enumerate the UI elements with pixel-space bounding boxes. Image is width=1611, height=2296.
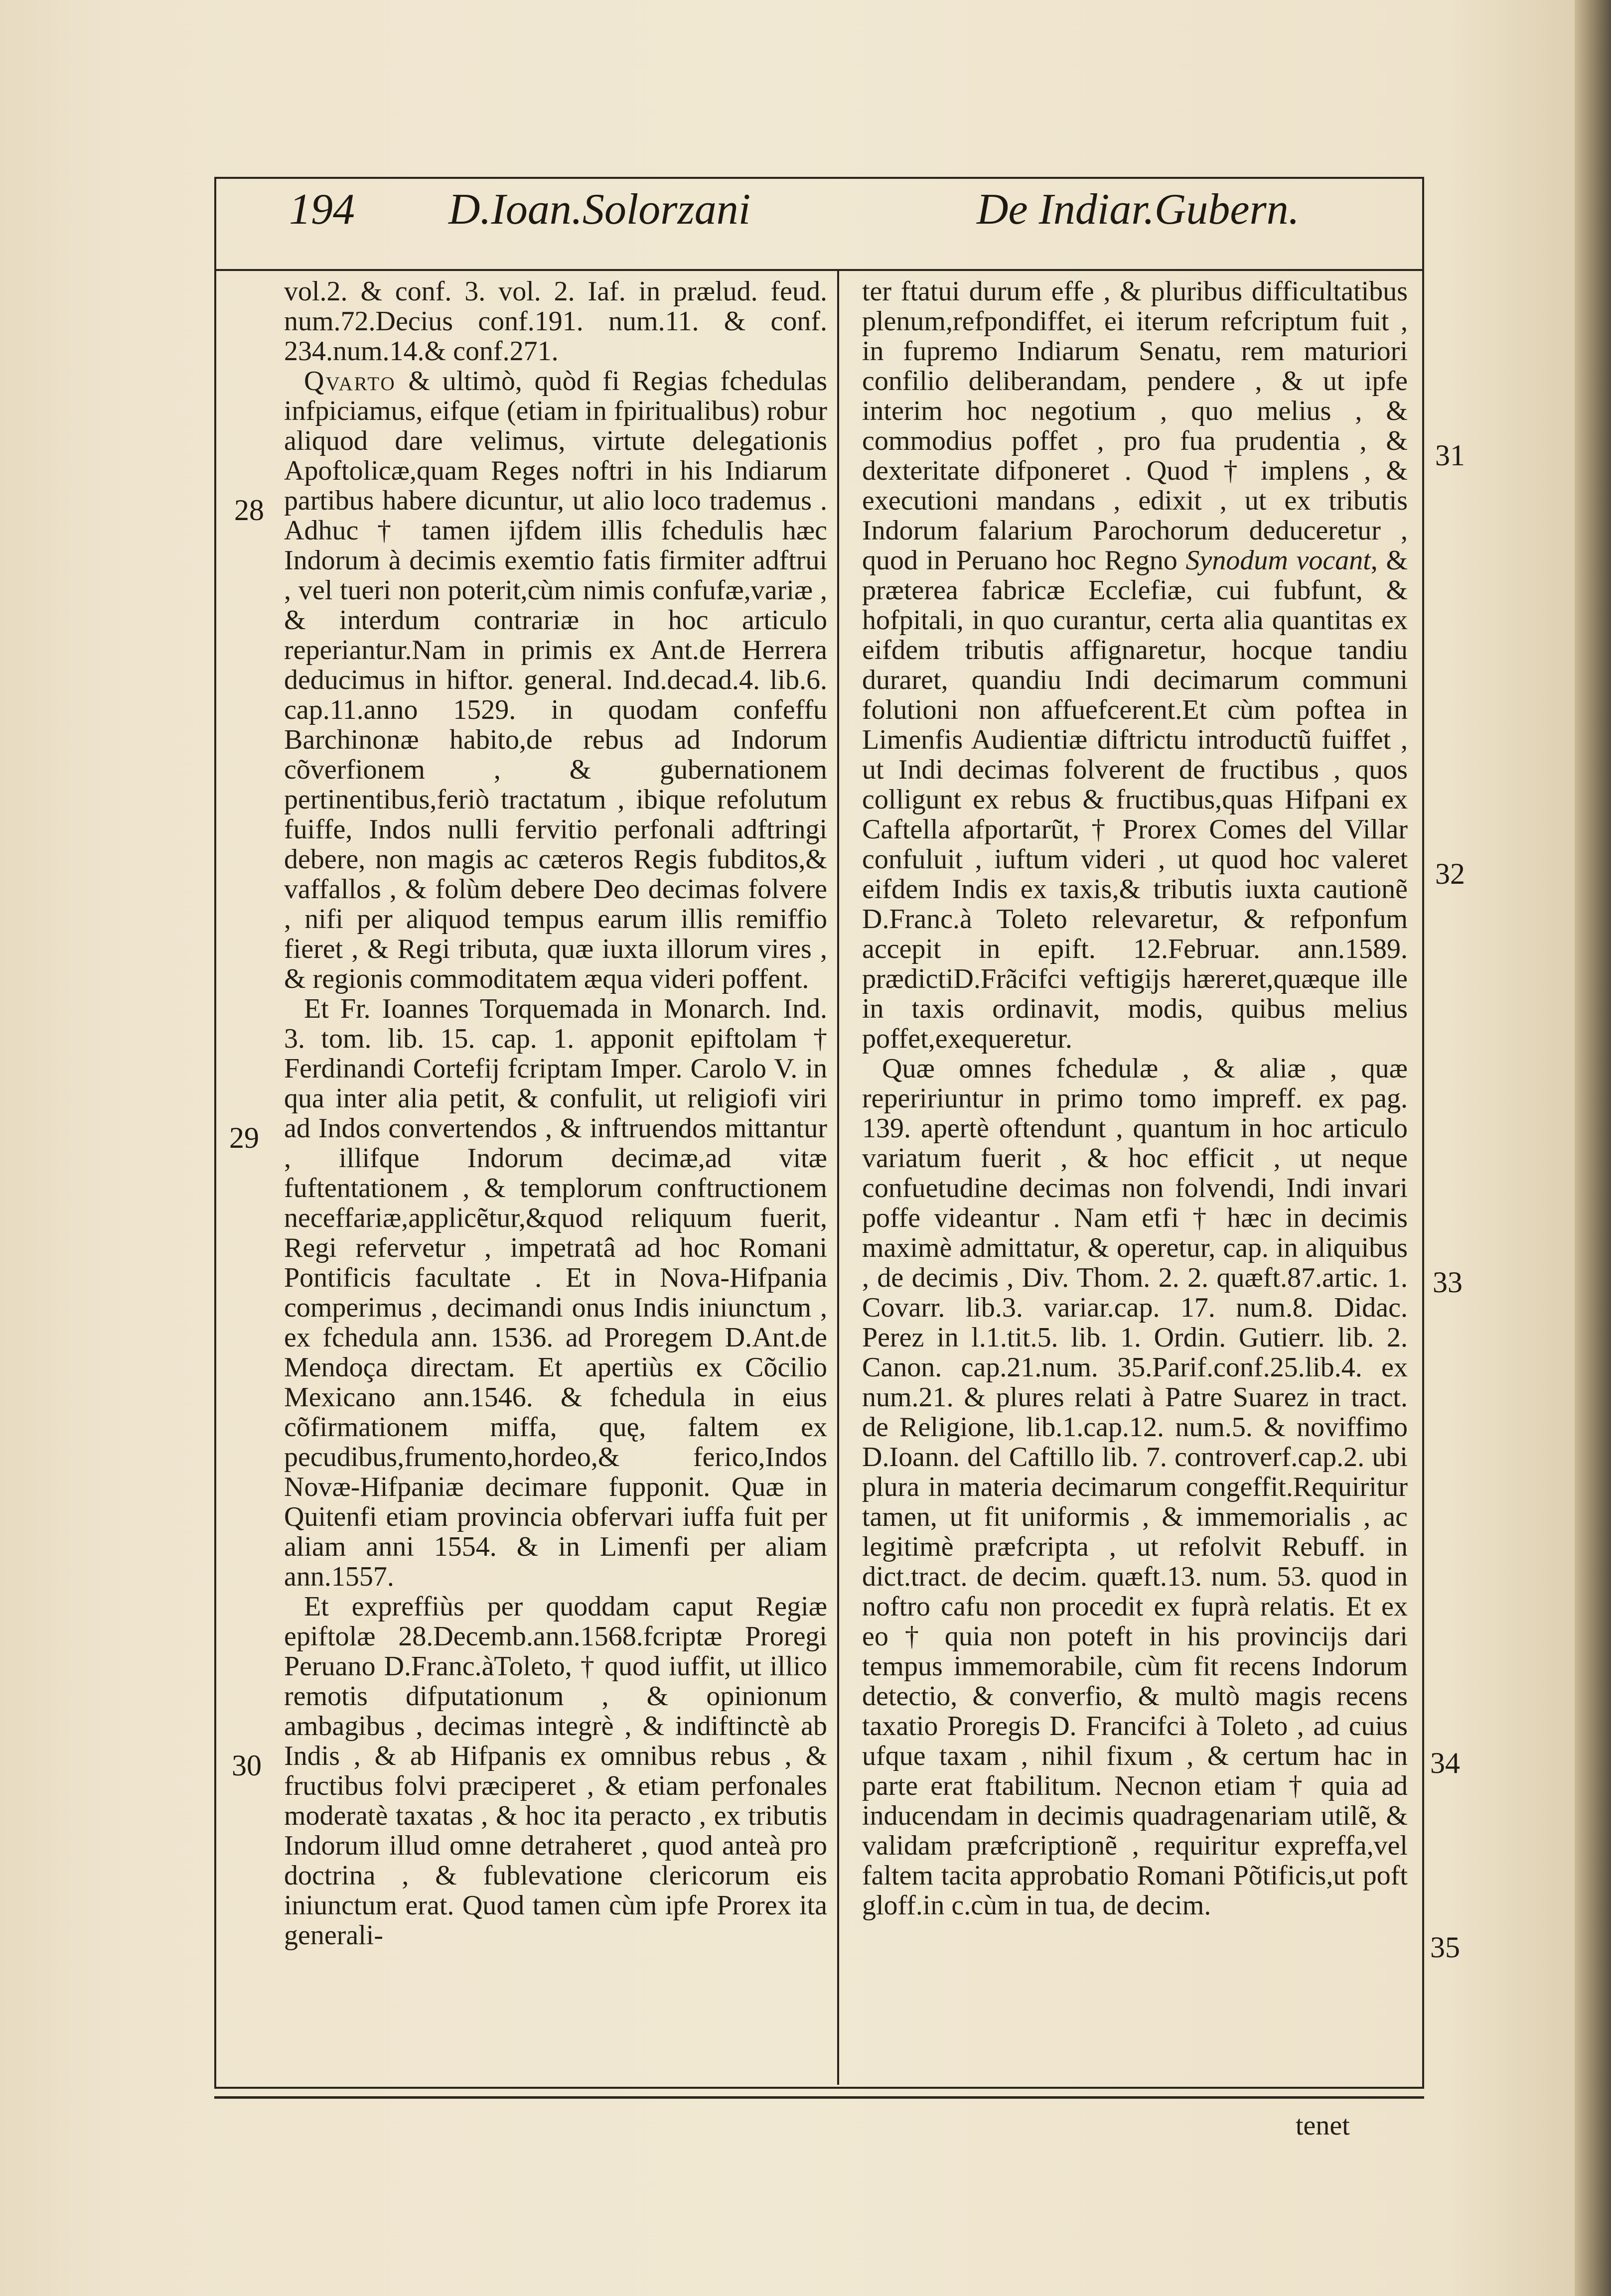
paragraph-text: & ultimò, quòd fi Regias fchedulas infpiciamus, eifque (etiam in fpiritualibus) robur aliquod dare velimus, virtute delegationis Apoftolicæ,quam Reges noftri in his Indiarum partibus habere dicuntur, ut alio loco trademus . Adhuc † tamen ijfdem illis fchedulis hæc Indorum à decimis exemtio fatis firmiter adftrui , vel tueri non poterit,cùm nimis confufæ,variæ , & interdum contrariæ in hoc articulo reperiantur.Nam in primis ex Ant.de Herrera deducimus in hiftor. general. Ind.decad.4. lib.6. cap.11.anno 1529. in quodam confeffu Barchinonæ habito,de rebus ad Indorum cõverfionem , & gubernationem pertinentibus,feriò tractatum , ibique refolutum fuiffe, Indos nulli fervitio perfonali adftringi debere, non magis ac cæteros Regis fubditos,& vaffallos , & folùm debere Deo decimas folvere , nifi per aliquod tempus earum illis remiffio fieret , & Regi tributa, quæ iuxta illorum vires , & regionis commoditatem æqua videri poffent.	[284, 366, 827, 994]
italic-phrase: Synodum vocant	[1185, 545, 1371, 576]
header-rule	[214, 269, 1424, 271]
bottom-rule	[214, 2096, 1424, 2099]
catchword: tenet	[1296, 2110, 1350, 2141]
paragraph	[284, 366, 827, 994]
paragraph-text: , & præterea fabricæ Ecclefiæ, cui fubfunt, & hofpitali, in quo curantur, certa alia quantitas ex eifdem tributis affignaretur, hocque tandiu duraret, quandiu Indi decimarum communi folutioni non affuefcerent.Et cùm poftea in Limenfis Audientiæ diftrictu introductũ fuiffet , ut Indi decimas folverent de fructibus , quos colligunt ex rebus & fructibus,quas Hifpani ex Caftella afportarũt, † Prorex Comes del Villar confuluit , iuftum videri , ut quod hoc valeret eifdem Indis ex taxis,& tributis iuxta cautionẽ D.Franc.à Toleto relevaretur, & refponfum accepit in epift. 12.Februar. ann.1589. prædictiD.Frãcifci veftigijs hæreret,quæque ille in taxis ordinavit, modis, quibus melius poffet,exequeretur.	[862, 545, 1408, 1054]
paragraph-text: ter ftatui durum effe , & pluribus difficultatibus plenum,refpondiffet, ei iterum refcriptum fuit , in fupremo Indiarum Senatu, rem maturiori confilio deliberandam, pendere , & ut ipfe interim hoc negotium , quo melius , & commodius poffet , pro fua prudentia , & dexteritate difponeret . Quod † implens , & executioni mandans , edixit , ut ex tributis Indorum falarium Parochorum deduceretur , quod in Peruano hoc Regno	[862, 276, 1408, 576]
paragraph: Quæ omnes fchedulæ , & aliæ , quæ repeririuntur in primo tomo impreff. ex pag. 139. apertè oftendunt , quantum in hoc articulo variatum fuerit , & hoc efficit , ut neque confuetudine decimas non folvendi, Indi invari poffe videantur . Nam etfi † hæc in decimis maximè admittatur, & operetur, cap. in aliquibus , de decimis , Div. Thom. 2. 2. quæft.87.artic. 1. Covarr. lib.3. variar.cap. 17. num.8. Didac. Perez in l.1.tit.5. lib. 1. Ordin. Gutierr. lib. 2. Canon. cap.21.num. 35.Parif.conf.25.lib.4. ex num.21. & plures relati à Patre Suarez in tract. de Religione, lib.1.cap.12. num.5. & noviffimo D.Ioann. del Caftillo lib. 7. controverf.cap.2. ubi plura in materia decimarum congeffit.Requiritur tamen, ut fit uniformis , & immemorialis , ac legitimè præfcripta , ut refolvit Rebuff. in dict.tract. de decim. quæft.13. num. 53. quod in noftro cafu non procedit ex fuprà relatis. Et ex eo † quia non poteft in his provincijs dari tempus immemorabile, cùm fit recens Indorum detectio, & converfio, & multò magis recens taxatio Proregis D. Francifci à Toleto , ad cuius ufque taxam , nihil fixum , & certum hac in parte erat ftabilitum. Necnon etiam † quia ad inducendam in decimis quadragenariam utilẽ, & validam præfcriptionẽ , requiritur expreffa,vel faltem tacita approbatio Romani Põtificis,ut poft gloff.in c.cùm in tua, de decim.	[862, 1053, 1408, 1921]
page-edge	[1575, 0, 1611, 2296]
column-divider	[837, 269, 839, 2085]
page-number: 194	[289, 185, 355, 234]
margin-number: 33	[1433, 1266, 1463, 1299]
margin-number: 28	[234, 494, 264, 527]
paragraph: vol.2. & conf. 3. vol. 2. Iaf. in prælud. feud. num.72.Decius conf.191. num.11. & conf. 234.num.14.& conf.271.	[284, 276, 827, 367]
left-column	[284, 276, 827, 2075]
running-head-right: De Indiar.Gubern.	[977, 185, 1300, 234]
running-head-left: D.Ioan.Solorzani	[448, 185, 751, 234]
margin-number: 30	[232, 1749, 262, 1782]
margin-number: 31	[1435, 439, 1465, 472]
right-column	[862, 276, 1408, 2075]
paragraph: Et Fr. Ioannes Torquemada in Monarch. Ind. 3. tom. lib. 15. cap. 1. apponit epiftolam † Ferdinandi Cortefij fcriptam Imper. Carolo V. in qua inter alia petit, & confulit, ut religiofi viri ad Indos convertendos , & inftruendos mittantur , illifque Indorum decimæ,ad vitæ fuftentationem , & templorum conftructionem neceffariæ,applicẽtur,&quod reliquum fuerit, Regi refervetur , impetratâ ad hoc Romani Pontificis facultate . Et in Nova-Hifpania comperimus , decimandi onus Indis iniunctum , ex fchedula ann. 1536. ad Proregem D.Ant.de Mendoça directam. Et apertiùs ex Cõcilio Mexicano ann.1546. & fchedula in eius cõfirmationem miffa, quę, faltem ex pecudibus,frumento,hordeo,& ferico,Indos Novæ-Hifpaniæ decimare fupponit. Quæ in Quitenfi etiam provincia obfervari iuffa fuit per aliam anni 1554. & in Limenfi per aliam ann.1557.	[284, 993, 827, 1592]
margin-number: 34	[1430, 1747, 1460, 1779]
lead-word: Qvarto	[304, 366, 396, 397]
paragraph: Et expreffiùs per quoddam caput Regiæ epiftolæ 28.Decemb.ann.1568.fcriptæ Proregi Peruano D.Franc.àToleto, † quod iuffit, ut illico remotis difputationum , & opinionum ambagibus , decimas integrè , & indiftinctè ab Indis , & ab Hifpanis ex omnibus rebus , & fructibus folvi præciperet , & etiam perfonales moderatè taxatas , & hoc ita peracto , ex tributis Indorum illud omne detraheret , quod anteà pro doctrina , & fublevatione clericorum eis iniunctum erat. Quod tamen cùm ipfe Prorex ita generali-	[284, 1591, 827, 1951]
paragraph	[862, 276, 1408, 1054]
margin-number: 32	[1435, 857, 1465, 890]
margin-number: 29	[229, 1121, 259, 1154]
margin-number: 35	[1430, 1931, 1460, 1964]
